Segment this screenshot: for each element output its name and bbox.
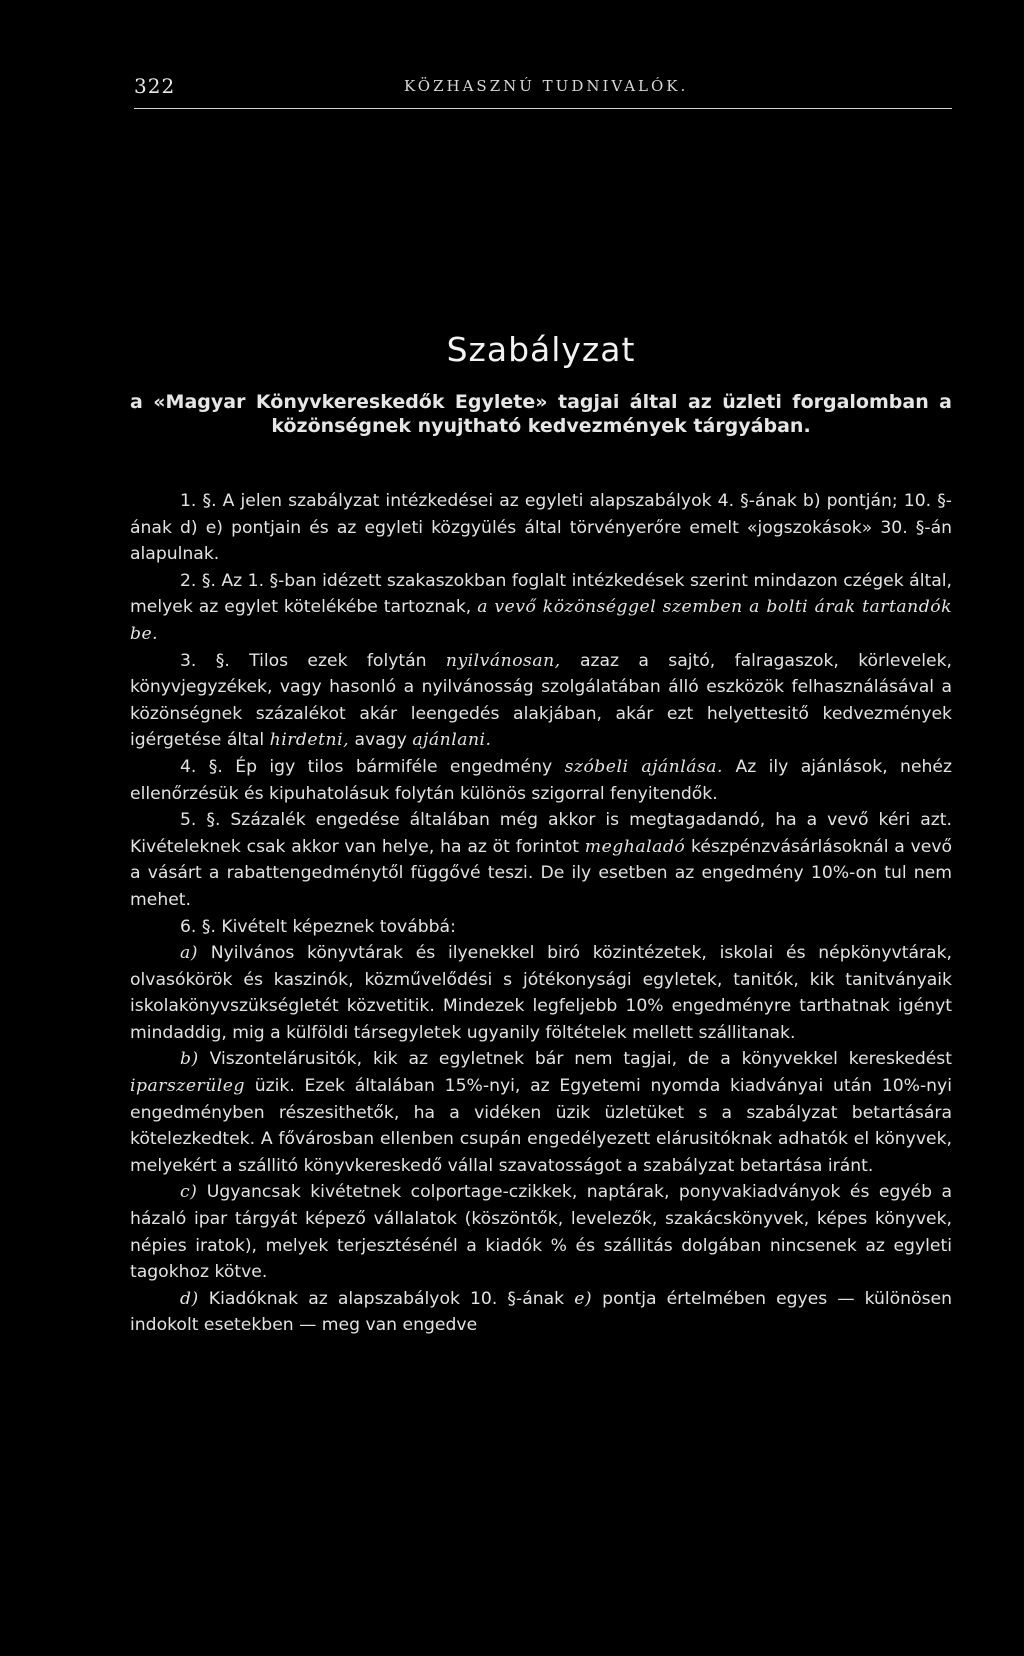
text: avagy [354, 730, 407, 751]
item-label: c) [180, 1182, 198, 1203]
text: 3. §. Tilos ezek folytán [180, 650, 427, 671]
text: Nyilvános könyvtárak és ilyenekkel biró közintézetek, iskolai és népkönyvtárak, olvasókörök és kaszinók, közművelődési s jótékonysági egyletek, tanitók, kik tanitványaik iskolakönyvszükségletét közvetitik. Mindezek legfeljebb 10% engedményre tarthatnak igényt mindaddig, mig a külföldi társegyletek ugyanily föltételek mellett szállitanak. [130, 943, 953, 1043]
text: Az ily ajánlások, nehéz ellenőrzésük és kipuhatolásuk folytán különös szigorral fenyitendők. [130, 756, 953, 804]
paragraph-4 [130, 754, 952, 807]
paragraph-c [130, 1179, 952, 1285]
text: 6. §. Kivételt képeznek továbbá: [180, 916, 456, 937]
paragraph-1 [130, 488, 952, 568]
paragraph-b [130, 1046, 952, 1179]
paragraph-2 [130, 568, 952, 648]
text: 1. §. A jelen szabályzat intézkedései az egyleti alapszabályok 4. §-ának b) pontján; 10. §-ának d) e) pontjain és az egyleti közgyülés által törvényerőre emelt «jogszokások» 30. §-án alapulnak. [130, 491, 952, 565]
text: 2. §. Az 1. §-ban idézett szakaszokban foglalt intézkedések szerint mindazon czégek által, melyek az egylet kötelékébe tartoznak, [130, 570, 952, 618]
italic-text: meghaladó [584, 836, 686, 857]
italic-text: iparszerüleg [130, 1076, 245, 1097]
item-label: b) [180, 1049, 199, 1070]
text: Viszontelárusitók, kik az egyletnek bár nem tagjai, de a könyvekkel kereskedést [209, 1049, 952, 1070]
book-page [130, 0, 952, 1656]
body-text [130, 488, 952, 1339]
italic-text: e) [574, 1288, 593, 1309]
item-label: d) [180, 1288, 199, 1309]
item-label: a) [180, 943, 198, 964]
header-rule [134, 108, 952, 109]
paragraph-3 [130, 648, 952, 754]
paragraph-5 [130, 807, 952, 913]
paragraph-d [130, 1286, 952, 1339]
page-number: 322 [134, 74, 176, 98]
italic-text: szóbeli ajánlása. [564, 756, 724, 777]
text: pontja értelmében egyes — különösen indokolt esetekben — meg van engedve [130, 1288, 953, 1336]
page-title: Szabályzat [446, 330, 636, 369]
paragraph-a [130, 940, 952, 1046]
text: Ugyancsak kivétetnek colportage-czikkek, naptárak, ponyvakiadványok és egyéb a házaló ipar tárgyát képező vállalatok (köszöntők, levelezők, szakácskönyvek, képes könyvek, népies iratok), melyek terjesztésénél a kiadók % és szállitás dolgában nincsenek az egyleti tagokhoz kötve. [130, 1182, 952, 1283]
text: üzik. Ezek általában 15%-nyi, az Egyetemi nyomda kiadványai után 10%-nyi engedményben részesithetők, ha a vidéken üzik üzletüket s a szabályzat betartására kötelezkedtek. A fővárosban ellenben csupán engedélyezett elárusitóknak adhatók el könyvek, melyekért a szállitó könyvkereskedő vállal szavatosságot a szabályzat betartása iránt. [130, 1076, 952, 1176]
text: azaz a sajtó, falragaszok, körlevelek, könyvjegyzékek, vagy hasonló a nyilvánosság szolgálatában álló eszközök felhasználásával a közönségnek százalékot akár leengedés alakjában, akár ezt helyettesitő kedvezmények igérgetése által [130, 650, 952, 751]
italic-text: a vevő közönséggel szemben a bolti árak tartandók be. [130, 597, 953, 644]
text: készpénzvásárlásoknál a vevő a vásárt a rabattengedménytől függővé teszi. De ily esetben az engedmény 10%-on tul nem mehet. [130, 836, 953, 910]
page-subtitle: a «Magyar Könyvkereskedők Egylete» tagjai által az üzleti forgalomban a közönségnek nyujtható kedvezmények tárgyában. [130, 391, 952, 437]
running-title: KÖZHASZNÚ TUDNIVALÓK. [404, 77, 689, 95]
italic-text: hirdetni, [269, 730, 350, 751]
text: Kiadóknak az alapszabályok 10. §-ának [208, 1288, 565, 1309]
running-head [134, 74, 952, 114]
italic-text: ajánlani. [412, 730, 492, 751]
paragraph-6 [130, 914, 952, 941]
italic-text: nyilvánosan, [445, 650, 561, 671]
text: 5. §. Százalék engedése általában még akkor is megtagadandó, ha a vevő kéri azt. Kivételeknek csak akkor van helye, ha az öt forintot [130, 810, 952, 857]
text: 4. §. Ép igy tilos bármiféle engedmény [180, 756, 553, 777]
